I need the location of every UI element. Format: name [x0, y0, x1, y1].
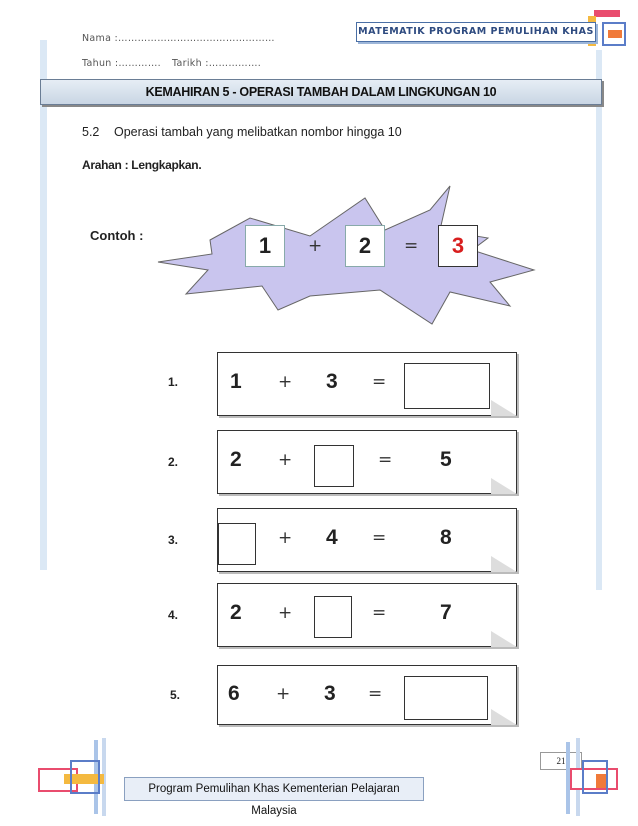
example-label: Contoh :: [90, 228, 144, 243]
example-addend-a: 1: [245, 225, 285, 267]
addend-a: 2: [230, 448, 242, 471]
question-1-card: [217, 352, 517, 416]
addend-a: 1: [230, 370, 242, 393]
answer-box[interactable]: [404, 363, 490, 409]
example-answer-box: 3: [438, 225, 478, 267]
page-curl: [491, 631, 517, 647]
example-plus-sign: +: [308, 236, 323, 256]
question-4-card: [217, 583, 517, 647]
left-margin-bar: [40, 40, 47, 570]
question-3-card: [217, 508, 517, 572]
instruction: Arahan : Lengkapkan.: [82, 158, 202, 172]
sum-result: 5: [440, 448, 452, 471]
answer-box[interactable]: [404, 676, 488, 720]
example-addend-b: 2: [345, 225, 385, 267]
plus-sign: +: [276, 684, 291, 704]
equals-sign: =: [372, 603, 387, 623]
question-number: 5.: [170, 688, 181, 702]
plus-sign: +: [278, 528, 293, 548]
question-5-card: [217, 665, 517, 725]
tahun-field: Tahun :………….: [82, 58, 161, 69]
question-number: 1.: [168, 375, 179, 389]
page-curl: [491, 556, 517, 572]
example-equals-sign: =: [404, 236, 419, 256]
addend-blank-box[interactable]: [218, 523, 256, 565]
page-number: 21: [540, 752, 582, 770]
tarikh-field: Tarikh :…………….: [172, 58, 262, 69]
question-number: 4.: [168, 608, 179, 622]
sum-result: 8: [440, 526, 452, 549]
right-margin-bar: [596, 50, 602, 590]
question-2-card: [217, 430, 517, 494]
plus-sign: +: [278, 450, 293, 470]
equals-sign: =: [372, 372, 387, 392]
sum-result: 7: [440, 601, 452, 624]
program-tag: MATEMATIK PROGRAM PEMULIHAN KHAS: [356, 22, 596, 42]
page-curl: [491, 478, 517, 494]
subtopic-number: 5.2: [82, 125, 100, 139]
plus-sign: +: [278, 372, 293, 392]
footer-program-name: Program Pemulihan Khas Kementerian Pelajaran Malaysia: [124, 777, 424, 801]
equals-sign: =: [372, 528, 387, 548]
page-curl: [491, 709, 517, 725]
question-number: 2.: [168, 455, 179, 469]
nama-field: Nama :…………………………………………: [82, 33, 275, 44]
plus-sign: +: [278, 603, 293, 623]
addend-blank-box[interactable]: [314, 445, 354, 487]
equals-sign: =: [378, 450, 393, 470]
equals-sign: =: [368, 684, 383, 704]
addend-a: 6: [228, 682, 240, 705]
corner-decoration-bottom-right: [548, 738, 628, 818]
question-number: 3.: [168, 533, 179, 547]
corner-decoration-bottom-left: [38, 738, 130, 818]
subtopic-text: Operasi tambah yang melibatkan nombor hingga 10: [114, 125, 402, 139]
addend-a: 2: [230, 601, 242, 624]
page-curl: [491, 400, 517, 416]
addend-b: 4: [326, 526, 338, 549]
addend-blank-box[interactable]: [314, 596, 352, 638]
addend-b: 3: [326, 370, 338, 393]
addend-b: 3: [324, 682, 336, 705]
page-title: KEMAHIRAN 5 - OPERASI TAMBAH DALAM LINGKUNGAN 10: [40, 79, 602, 105]
